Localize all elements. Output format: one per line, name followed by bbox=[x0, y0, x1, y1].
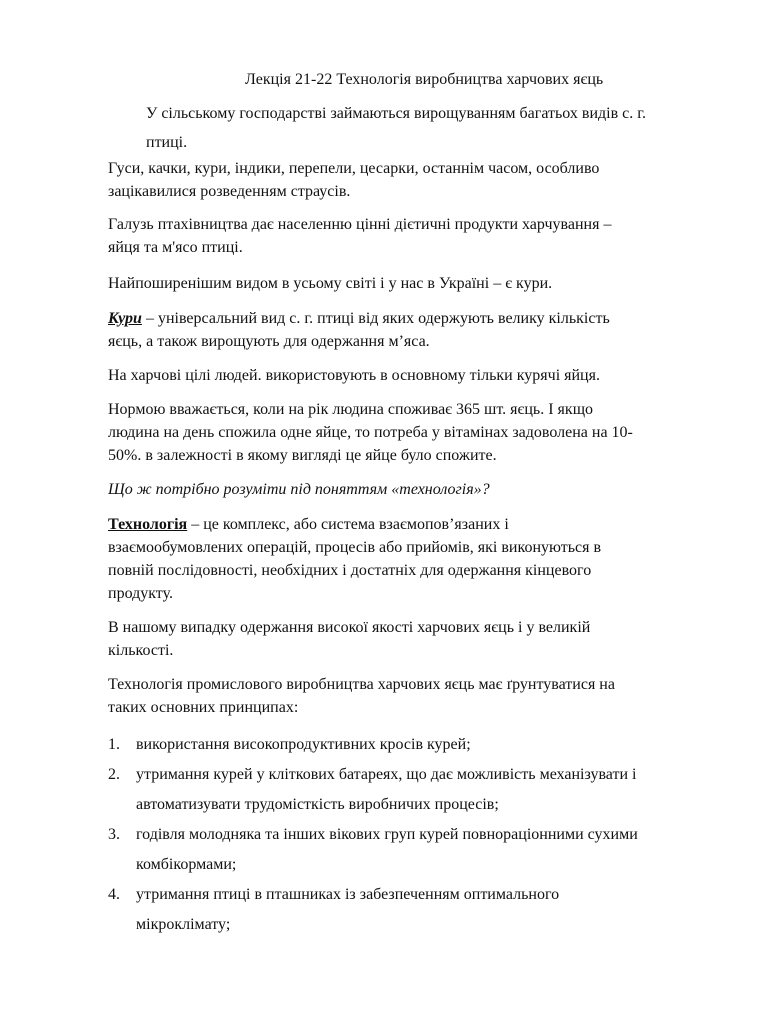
list-item bbox=[108, 730, 712, 760]
paragraph-food-purposes bbox=[108, 364, 688, 387]
paragraph-poultry-industry bbox=[108, 213, 688, 259]
paragraph-technology-definition bbox=[108, 513, 688, 605]
list-word: оптимального bbox=[463, 886, 560, 903]
list-word: із bbox=[344, 886, 356, 903]
list-item bbox=[108, 820, 712, 880]
intro-line-2: птиці. bbox=[146, 134, 188, 151]
paragraph-chickens bbox=[108, 307, 688, 353]
p6-line-2: людина на день спожила одне яйце, то потреба у вітамінах задоволена на 10- bbox=[108, 424, 633, 441]
principles-list bbox=[108, 730, 712, 940]
list-item-line-1: годівля молодняка та інших вікових груп курей повнораціонними сухими bbox=[136, 826, 638, 843]
term-chickens: Кури bbox=[108, 310, 142, 327]
lecture-title: Лекція 21-22 Технологія виробництва харчових яєць bbox=[245, 71, 604, 88]
list-word: птиці bbox=[213, 886, 251, 903]
p9-line-2: таких основних принципах: bbox=[108, 699, 299, 716]
p4-line-1-rest: – універсальний вид с. г. птиці від яких одержують велику кількість bbox=[141, 310, 610, 327]
term-technology: Технологія bbox=[108, 516, 188, 533]
p8-line-2: кількості. bbox=[108, 642, 174, 659]
list-item-line-2: комбікормами; bbox=[136, 856, 237, 873]
p2-line-1: Галузь птахівництва дає населенню цінні дієтичні продукти харчування – bbox=[108, 216, 612, 233]
question-line: Що ж потрібно розуміти під поняттям «технологія»? bbox=[108, 481, 490, 498]
p6-line-3: 50%. в залежності в якому вигляді це яйце було спожите. bbox=[108, 447, 497, 464]
p7-line-4: продукту. bbox=[108, 585, 173, 602]
list-item-line-1: утримання курей у кліткових батареях, що дає можливість механізувати і bbox=[136, 766, 637, 783]
p8-line-1: В нашому випадку одержання високої якості харчових яєць і у великій bbox=[108, 619, 591, 636]
p5-line-1: На харчові цілі людей. використовують в основному тільки курячі яйця. bbox=[108, 367, 600, 384]
list-item bbox=[108, 880, 712, 940]
list-item-line-2: мікроклімату; bbox=[136, 916, 231, 933]
list-number: 3. bbox=[108, 826, 120, 843]
paragraph-our-case bbox=[108, 616, 688, 662]
list-item-line-1-justified bbox=[136, 880, 712, 910]
p7-line-3: повній послідовності, необхідних і достатніх для одержання кінцевого bbox=[108, 562, 592, 579]
p9-line-1: Технологія промислового виробництва харчових яєць має ґрунтуватися на bbox=[108, 676, 615, 693]
list-number: 2. bbox=[108, 766, 120, 783]
p6-line-1: Нормою вважається, коли на рік людина споживає 365 шт. яєць. І якщо bbox=[108, 401, 594, 418]
list-item-line-2: автоматизувати трудомісткість виробничих процесів; bbox=[136, 796, 499, 813]
list-item bbox=[108, 760, 712, 820]
intro-line-1: У сільському господарстві займаються вирощуванням багатьох видів с. г. bbox=[146, 105, 647, 122]
paragraph-poultry-types bbox=[108, 157, 688, 203]
p3-line-1: Найпоширенішим видом в усьому світі і у нас в Україні – є кури. bbox=[108, 275, 553, 292]
list-item-line-1: використання високопродуктивних кросів курей; bbox=[136, 736, 471, 753]
list-word: утримання bbox=[136, 886, 210, 903]
list-word: забезпеченням bbox=[359, 886, 460, 903]
paragraph-principles bbox=[108, 673, 688, 719]
intro-paragraph bbox=[146, 99, 726, 157]
p2-line-2: яйця та м'ясо птиці. bbox=[108, 239, 243, 256]
p1-line-1: Гуси, качки, кури, індики, перепели, цесарки, останнім часом, особливо bbox=[108, 160, 600, 177]
list-number: 4. bbox=[108, 886, 120, 903]
p7-line-1-rest: – це комплекс, або система взаємопов’язаних і bbox=[187, 516, 509, 533]
list-number: 1. bbox=[108, 736, 120, 753]
question-technology bbox=[108, 478, 688, 501]
list-word: в bbox=[254, 886, 263, 903]
paragraph-norm bbox=[108, 398, 688, 467]
list-word: пташниках bbox=[266, 886, 341, 903]
paragraph-most-common bbox=[108, 272, 688, 295]
p7-line-2: взаємообумовлених операцій, процесів або прийомів, які виконуються в bbox=[108, 539, 602, 556]
p4-line-2: яєць, а також вирощують для одержання м’яса. bbox=[108, 333, 430, 350]
p1-line-2: зацікавилися розведенням страусів. bbox=[108, 183, 351, 200]
